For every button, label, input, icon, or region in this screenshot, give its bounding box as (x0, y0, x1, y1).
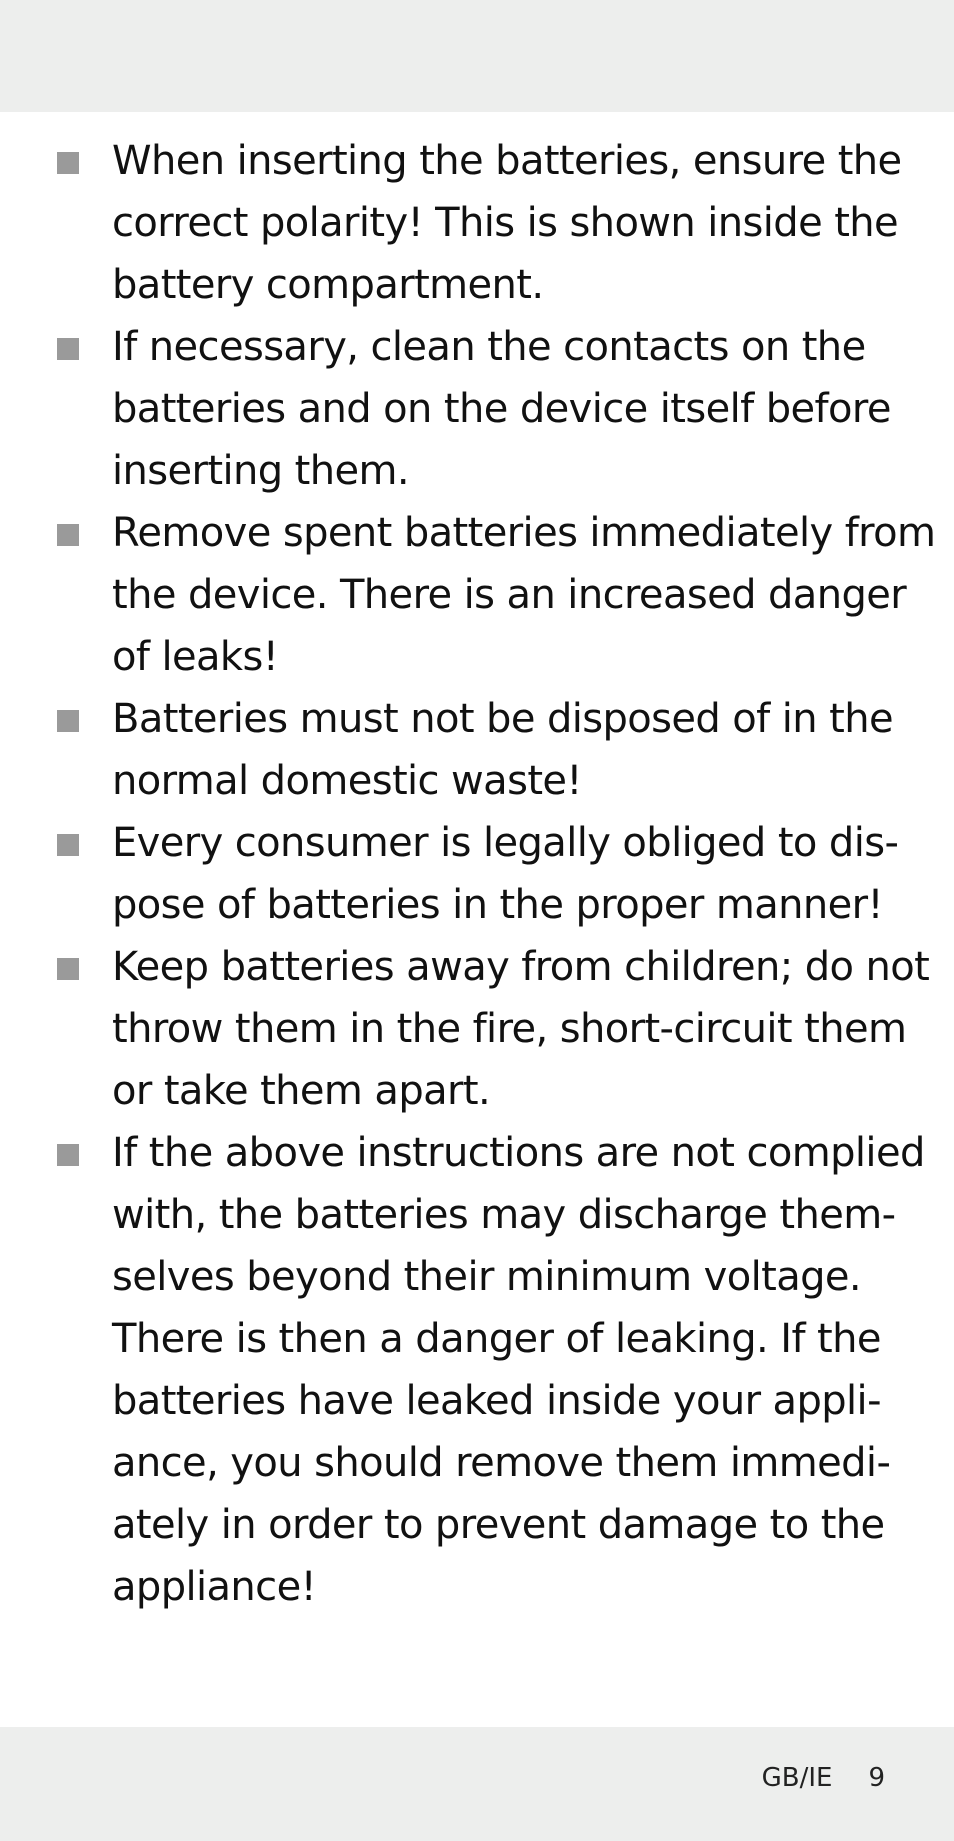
square-bullet-icon (57, 152, 79, 174)
page-footer (762, 1761, 885, 1795)
list-item-text: If necessary, clean the contacts on the batteries and on the device itself before inserting them. (112, 324, 891, 494)
square-bullet-icon (57, 958, 79, 980)
square-bullet-icon (57, 524, 79, 546)
list-item-text: When inserting the batteries, ensure the correct polarity! This is shown inside the battery compartment. (112, 138, 902, 308)
list-item-text: Remove spent batteries immediately from the device. There is an increased danger of leaks! (112, 510, 936, 680)
page-content (0, 130, 954, 1618)
list-item (0, 1122, 954, 1618)
square-bullet-icon (57, 710, 79, 732)
list-item (0, 130, 954, 316)
list-item (0, 936, 954, 1122)
square-bullet-icon (57, 338, 79, 360)
square-bullet-icon (57, 834, 79, 856)
square-bullet-icon (57, 1144, 79, 1166)
header-band (0, 0, 954, 112)
battery-safety-list (0, 130, 954, 1618)
list-item (0, 812, 954, 936)
list-item-text: Batteries must not be disposed of in the normal domestic waste! (112, 696, 894, 804)
page-number: 9 (868, 1763, 885, 1793)
list-item (0, 502, 954, 688)
region-label: GB/IE (761, 1763, 833, 1793)
list-item (0, 316, 954, 502)
list-item (0, 688, 954, 812)
list-item-text: If the above instructions are not complied with, the batteries may discharge themselves beyond their minimum voltage. There is then a danger of leaking. If the batteries have leaked inside your appliance, you should remove them immediately in order to prevent damage to the appliance! (112, 1130, 925, 1610)
list-item-text: Every consumer is legally obliged to dispose of batteries in the proper manner! (112, 820, 899, 928)
list-item-text: Keep batteries away from children; do not throw them in the fire, short-circuit them or take them apart. (112, 944, 930, 1114)
